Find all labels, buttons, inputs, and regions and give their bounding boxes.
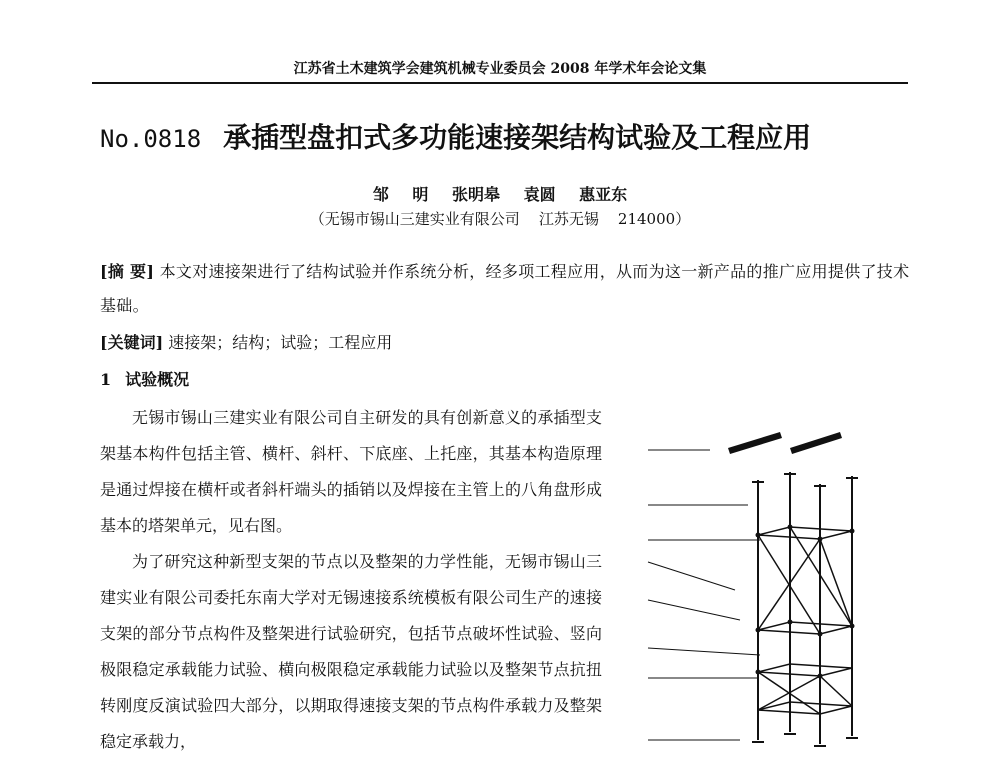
abstract-label: [摘 要] [100,262,155,281]
scaffold-figure [640,410,880,755]
keywords-label: [关键词] [100,333,164,352]
keywords [100,328,912,358]
paragraph: 为了研究这种新型支架的节点以及整架的力学性能，无锡市锡山三建实业有限公司委托东南大学对无锡速接系统模板有限公司生产的速接支架的部分节点构件及整架进行试验研究，包括节点破坏性试验、竖向极限稳定承载能力试验、横向极限稳定承载能力试验以及整架节点抗扭转刚度反演试验四大部分，以期取得速接支架的节点构件承载力及整架稳定承载力， [100,552,602,751]
section-title: 试验概况 [125,370,190,389]
affiliation: （无锡市锡山三建实业有限公司 江苏无锡 214000） [309,210,691,228]
paper-title-text: 承插型盘扣式多功能速接架结构试验及工程应用 [223,121,812,154]
abstract [100,255,912,323]
author: 惠亚东 [579,185,628,204]
author: 袁圆 [523,185,556,204]
abstract-text: 本文对速接架进行了结构试验并作系统分析，经多项工程应用，从而为这一新产品的推广应用提供了技术基础。 [100,262,910,315]
author: 张明皋 [451,185,500,204]
running-header: 江苏省土木建筑学会建筑机械专业委员会 2008 年学术年会论文集 [293,61,707,77]
header-rule [92,82,908,84]
paper-number: No.0818 [100,125,202,153]
body-text [100,400,602,760]
paragraph: 无锡市锡山三建实业有限公司自主研发的具有创新意义的承插型支架基本构件包括主管、横杆、斜杆、下底座、上托座，其基本构造原理是通过焊接在横杆或者斜杆端头的插销以及焊接在主管上的八角盘形成基本的塔架单元，见右图。 [100,408,602,535]
scaffold-diagram [640,410,880,755]
authors [0,184,1000,206]
paper-title [100,118,920,159]
author: 邹 明 [372,185,429,204]
keywords-text: 速接架；结构；试验；工程应用 [168,333,393,352]
section-heading [100,366,500,394]
section-number: 1 [100,370,112,389]
